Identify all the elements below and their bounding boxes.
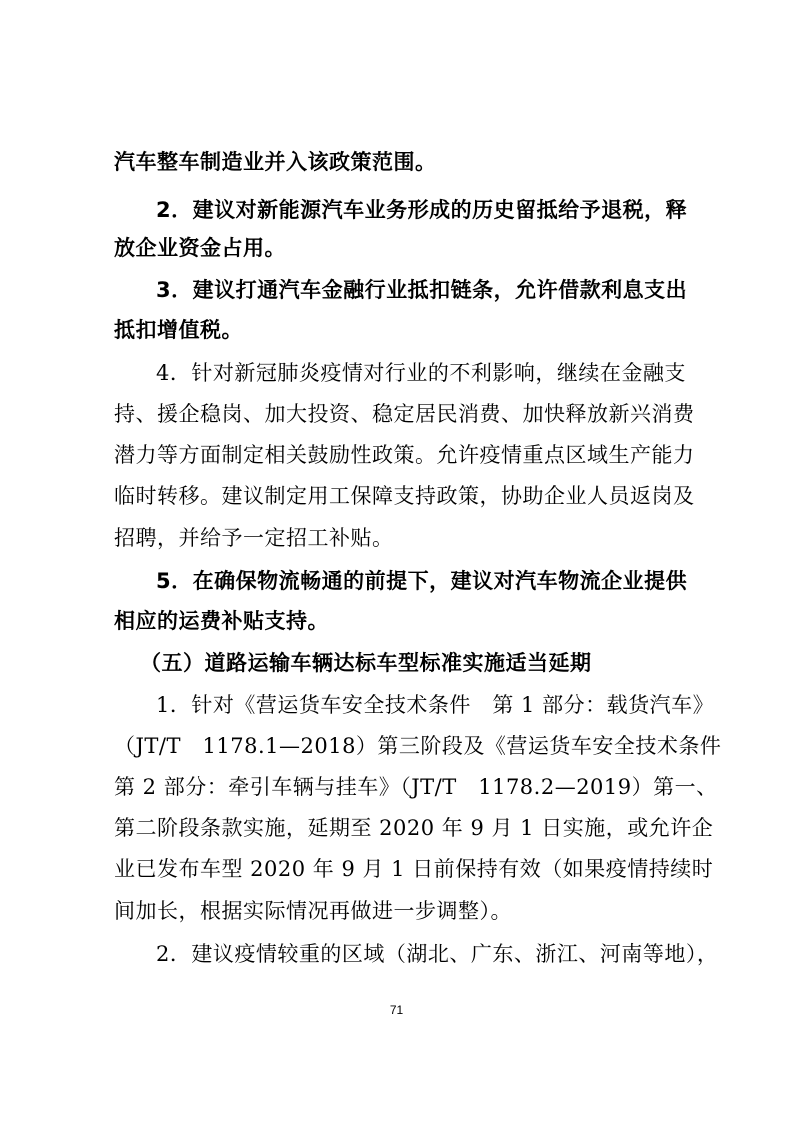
paragraph-line: 招聘，并给予一定招工补贴。	[114, 526, 394, 550]
paragraph-line: 2．建议对新能源汽车业务形成的历史留抵给予退税，释	[156, 198, 688, 222]
paragraph-line: 2．建议疫情较重的区域（湖北、广东、浙江、河南等地），	[156, 942, 719, 966]
paragraph-line: 放企业资金占用。	[114, 236, 286, 260]
paragraph-line: 临时转移。建议制定用工保障支持政策，协助企业人员返岗及	[114, 484, 695, 508]
paragraph-line: 相应的运费补贴支持。	[114, 609, 329, 633]
paragraph-line: 5．在确保物流畅通的前提下，建议对汽车物流企业提供	[156, 569, 688, 593]
paragraph-line: 持、援企稳岗、加大投资、稳定居民消费、加快释放新兴消费	[114, 402, 695, 426]
paragraph-line: 4．针对新冠肺炎疫情对行业的不利影响，继续在金融支	[156, 361, 686, 385]
paragraph-line: 3．建议打通汽车金融行业抵扣链条，允许借款利息支出	[156, 278, 688, 302]
paragraph-line: （JT/T 1178.1—2018）第三阶段及《营运货车安全技术条件	[114, 734, 722, 758]
paragraph-line: 第二阶段条款实施，延期至 2020 年 9 月 1 日实施，或允许企	[114, 816, 714, 840]
page-number: 71	[389, 1003, 404, 1017]
paragraph-line: 业已发布车型 2020 年 9 月 1 日前保持有效（如果疫情持续时	[114, 857, 714, 881]
paragraph-line: 间加长，根据实际情况再做进一步调整）。	[114, 899, 512, 923]
paragraph-line: 潜力等方面制定相关鼓励性政策。允许疫情重点区域生产能力	[114, 443, 695, 467]
paragraph-line: 抵扣增值税。	[114, 318, 243, 342]
paragraph-line: 汽车整车制造业并入该政策范围。	[114, 150, 437, 174]
paragraph-line: 第 2 部分：牵引车辆与挂车》（JT/T 1178.2—2019）第一、	[114, 775, 718, 799]
paragraph-line: 1．针对《营运货车安全技术条件 第 1 部分：载货汽车》	[156, 693, 715, 717]
section-heading: （五）道路运输车辆达标车型标准实施适当延期	[140, 650, 592, 675]
